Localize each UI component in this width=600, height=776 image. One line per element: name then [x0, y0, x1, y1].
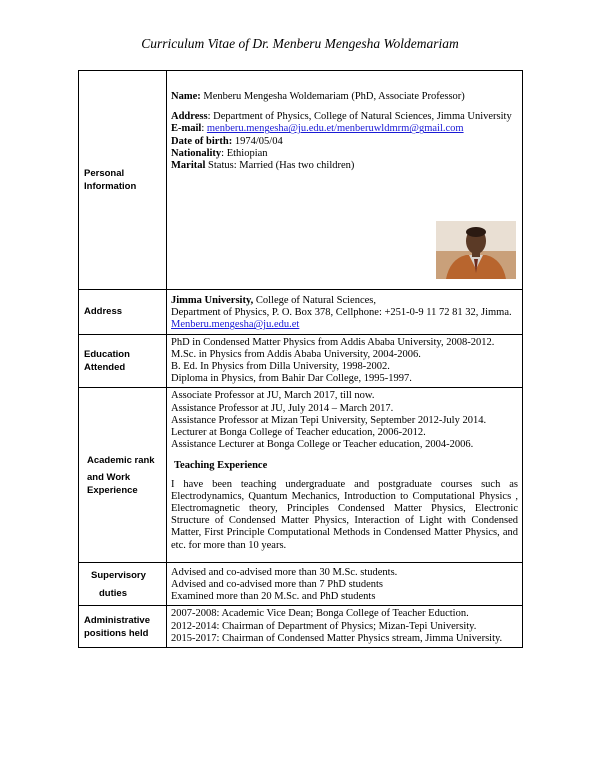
address-label: Address	[79, 290, 167, 335]
cv-table	[78, 70, 523, 648]
administrative-label: Administrative positions held	[79, 606, 167, 648]
academic-label: Academic rank and Work Experience	[79, 388, 167, 562]
teaching-heading: Teaching Experience	[174, 460, 268, 472]
education-content	[167, 334, 523, 388]
admin-item: 2012-2014: Chairman of Department of Physics; Mizan-Tepi University.	[171, 620, 477, 632]
personal-label: Personal Information	[79, 71, 167, 290]
email-link[interactable]: menberu.mengesha@ju.edu.et/menberuwldmrm@gmail.com	[206, 123, 464, 135]
academic-content	[167, 388, 523, 562]
address-content: Jimma University, College of Natural Sciences, Department of Physics, P. O. Box 378, Cellphone: +251-0-9 11 72 81 32, Jimma. Menberu.mengesha@ju.edu.et	[167, 290, 523, 335]
nationality-line: Nationality: Ethiopian	[171, 147, 268, 159]
supervisory-content	[167, 562, 523, 606]
supervisory-item: Advised and co-advised more than 30 M.Sc. students.	[171, 566, 398, 578]
administrative-row	[79, 606, 523, 648]
education-item: PhD in Condensed Matter Physics from Addis Ababa University, 2008-2012.	[171, 336, 495, 348]
address-row	[79, 290, 523, 335]
education-item: B. Ed. In Physics from Dilla University, 1998-2002.	[171, 361, 390, 373]
education-label: Education Attended	[79, 334, 167, 388]
teaching-text: I have been teaching undergraduate and postgraduate courses such as Electrodynamics, Quantum Mechanics, Introduction to Computational Physics , Electromagnetic theory, Principles Condensed Matter Physics, Electronic Structure of Condensed Matter Physics, Interaction of Light with Condensed Matter, First Principle Computational Methods in Condensed Matter Physics, and etc. for more than 10 years.	[171, 478, 518, 551]
admin-item: 2015-2017: Chairman of Condensed Matter Physics stream, Jimma University.	[171, 632, 503, 644]
name-line: Name: Menberu Mengesha Woldemariam (PhD, Associate Professor)	[171, 91, 465, 102]
page-header-title: Curriculum Vitae of Dr. Menberu Mengesha Woldemariam	[141, 36, 459, 51]
education-item: M.Sc. in Physics from Addis Ababa University, 2004-2006.	[171, 348, 421, 360]
address-line: Address: Department of Physics, College of Natural Sciences, Jimma University	[171, 111, 512, 123]
supervisory-item: Advised and co-advised more than 7 PhD students	[171, 579, 384, 591]
administrative-content	[167, 606, 523, 648]
academic-row	[79, 388, 523, 562]
address-email-link[interactable]: Menberu.mengesha@ju.edu.et	[171, 319, 300, 331]
supervisory-item: Examined more than 20 M.Sc. and PhD students	[171, 591, 376, 603]
work-item: Assistance Lecturer at Bonga College or Teacher education, 2004-2006.	[171, 439, 474, 451]
work-item: Assistance Professor at Mizan Tepi University, September 2012-July 2014.	[171, 414, 487, 426]
personal-row	[79, 71, 523, 290]
education-item: Diploma in Physics, from Bahir Dar College, 1995-1997.	[171, 373, 412, 385]
work-item: Associate Professor at JU, March 2017, till now.	[171, 390, 375, 402]
dob-line: Date of birth: 1974/05/04	[171, 135, 283, 147]
profile-photo	[436, 221, 516, 279]
work-item: Lecturer at Bonga College of Teacher education, 2006-2012.	[171, 427, 426, 439]
education-row	[79, 334, 523, 388]
marital-line: Marital Status: Married (Has two children)	[171, 160, 355, 172]
email-line: E-mail: menberu.mengesha@ju.edu.et/menberuwldmrm@gmail.com	[171, 123, 464, 135]
personal-content	[167, 71, 523, 290]
admin-item: 2007-2008: Academic Vice Dean; Bonga College of Teacher Eduction.	[171, 608, 469, 620]
work-item: Assistance Professor at JU, July 2014 – March 2017.	[171, 402, 394, 414]
supervisory-label: Supervisory duties	[79, 562, 167, 606]
supervisory-row	[79, 562, 523, 606]
